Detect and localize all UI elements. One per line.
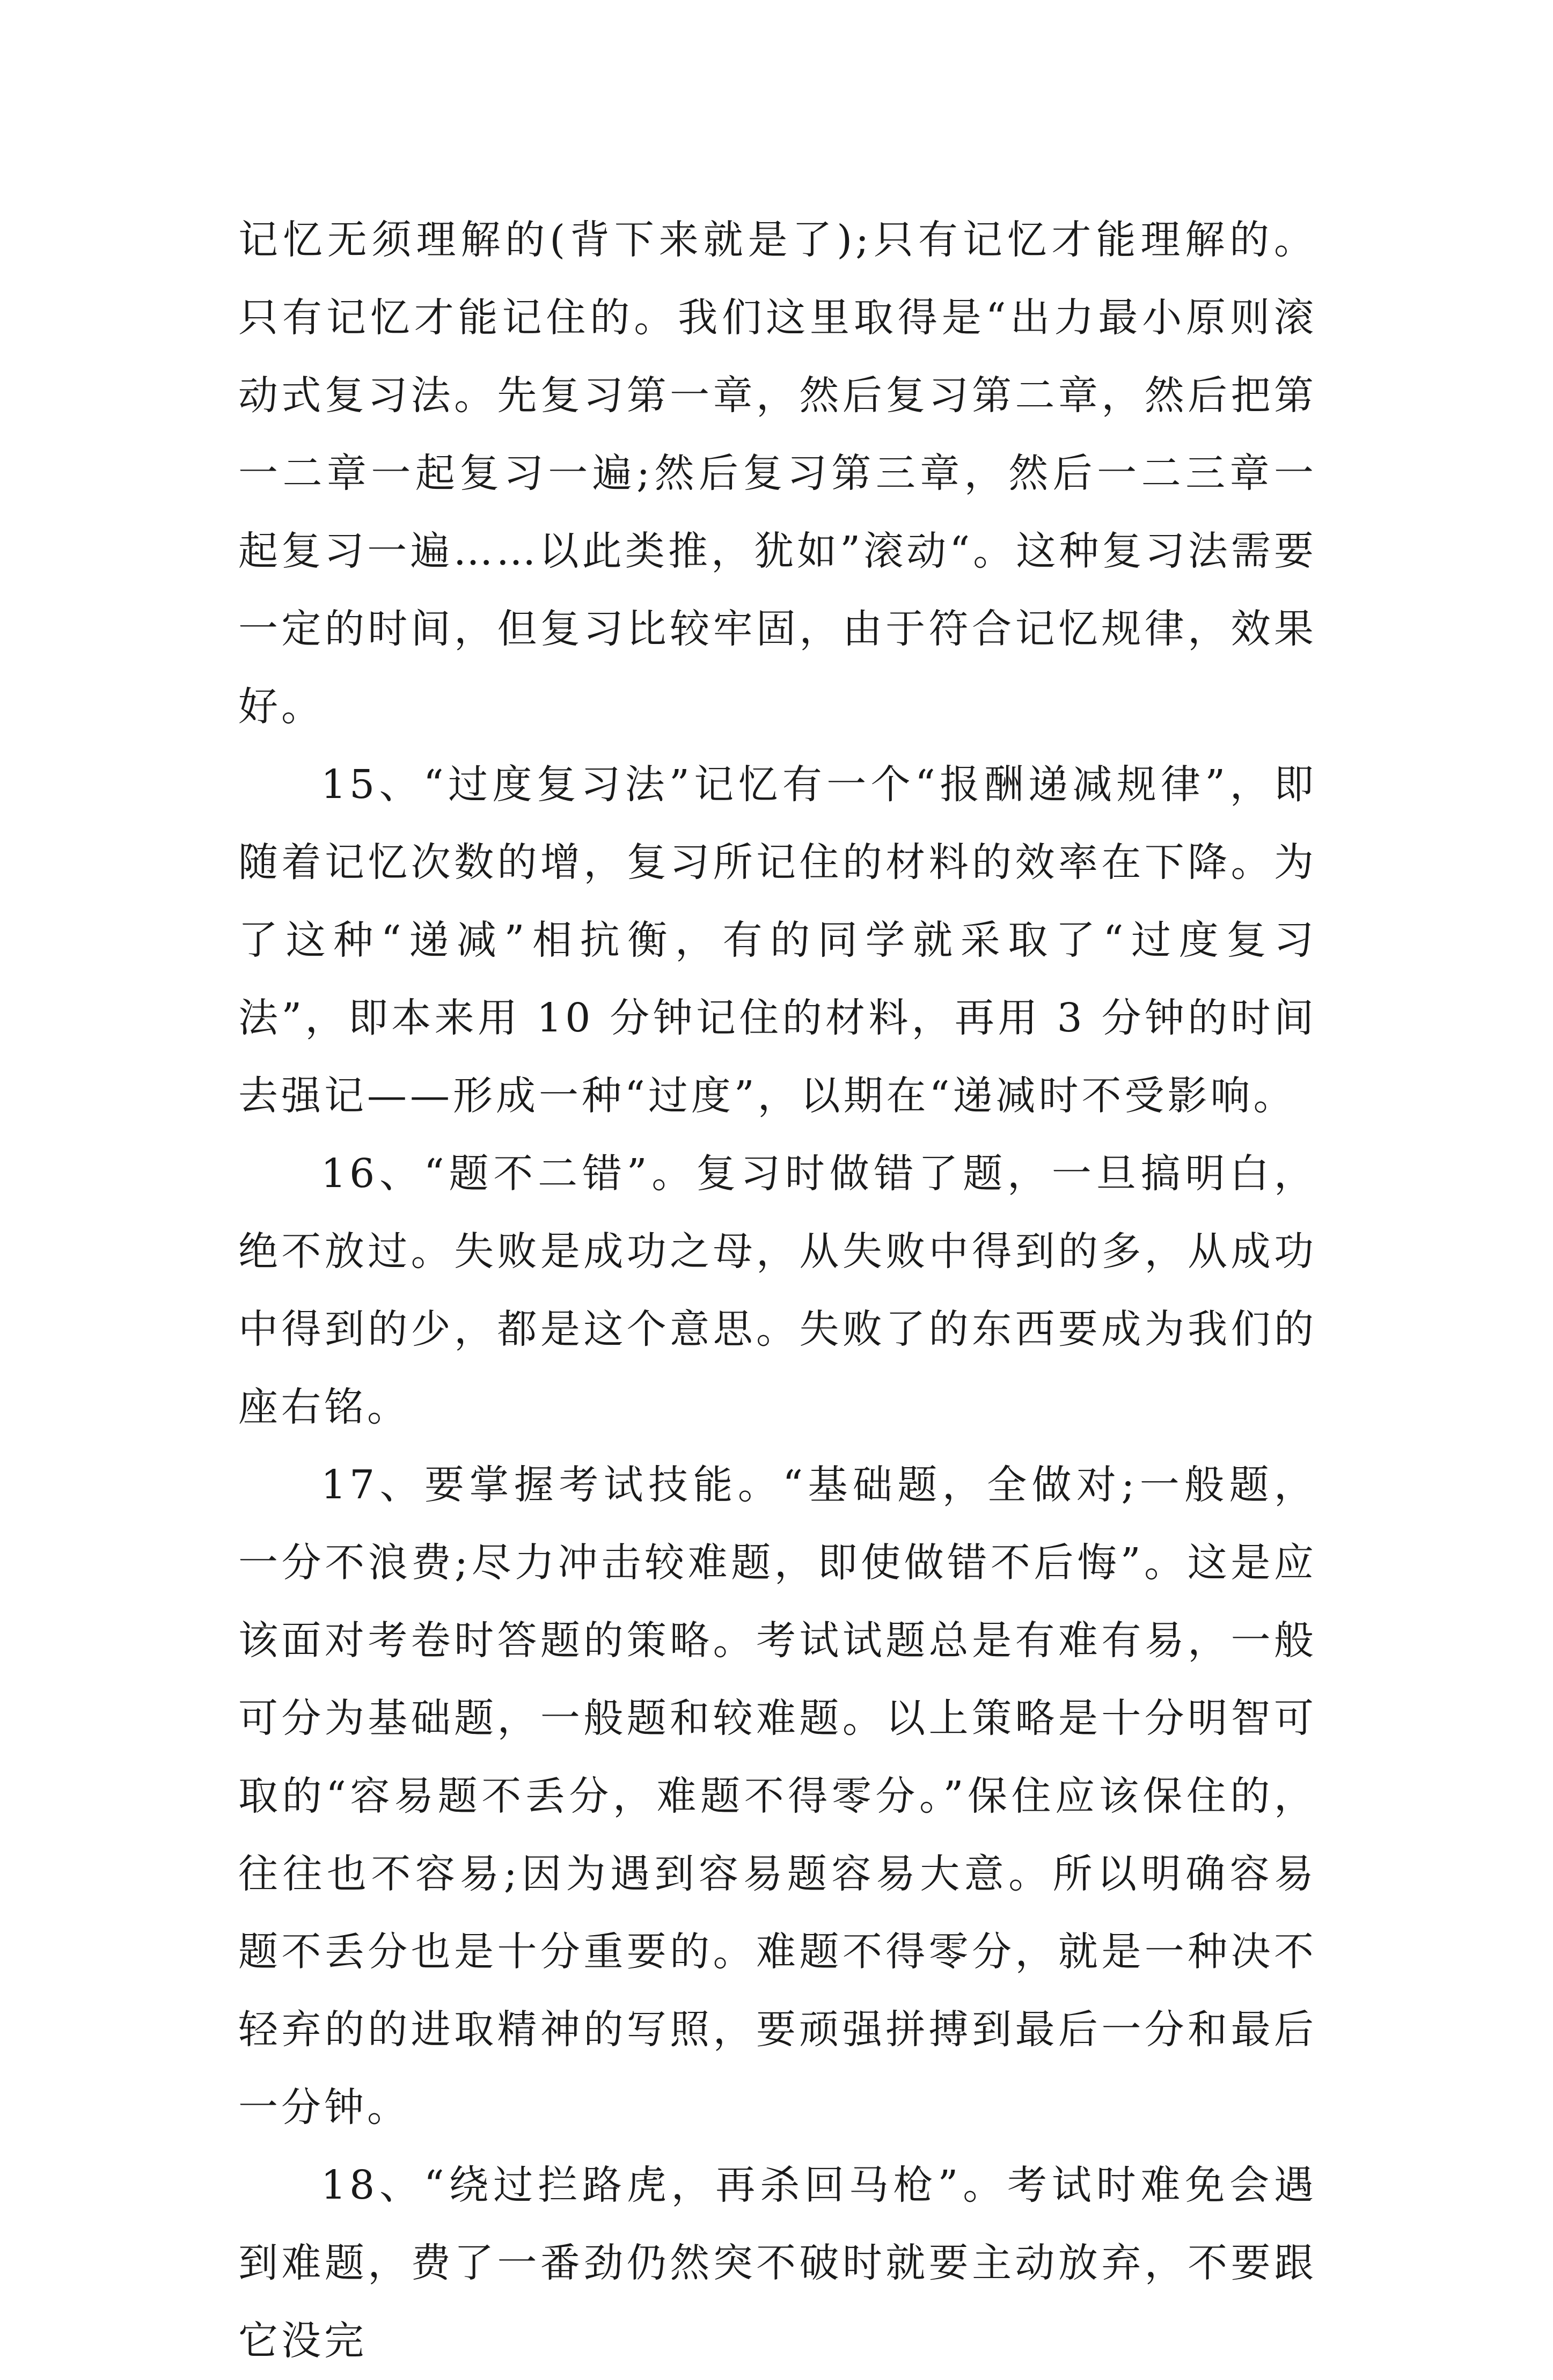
paragraph-item-15: 15、“过度复习法”记忆有一个“报酬递减规律”，即随着记忆次数的增，复习所记住的材料的效率在下降。为了这种“递减”相抗衡，有的同学就采取了“过度复习法”，即本来用 10 分钟记住的材料，再用 3 分钟的时间去强记——形成一种“过度”，以期在“递减时不受影响。 [238, 761, 1317, 1119]
paragraph-continuation: 记忆无须理解的(背下来就是了);只有记忆才能理解的。只有记忆才能记住的。我们这里取得是“出力最小原则滚动式复习法。先复习第一章，然后复习第二章，然后把第一二章一起复习一遍;然后复习第三章，然后一二三章一起复习一遍……以此类推，犹如”滚动“。这种复习法需要一定的时间，但复习比较牢固，由于符合记忆规律，效果好。 [238, 217, 1317, 730]
paragraph-item-17: 17、要掌握考试技能。“基础题，全做对;一般题，一分不浪费;尽力冲击较难题，即使做错不后悔”。这是应该面对考卷时答题的策略。考试试题总是有难有易，一般可分为基础题，一般题和较难题。以上策略是十分明智可取的“容易题不丢分，难题不得零分。”保住应该保住的，往往也不容易;因为遇到容易题容易大意。所以明确容易题不丢分也是十分重要的。难题不得零分，就是一种决不轻弃的的进取精神的写照，要顽强拼搏到最后一分和最后一分钟。 [238, 1462, 1317, 2130]
paragraph-item-16: 16、“题不二错”。复习时做错了题，一旦搞明白，绝不放过。失败是成功之母，从失败中得到的多，从成功中得到的少，都是这个意思。失败了的东西要成为我们的座右铭。 [238, 1151, 1317, 1430]
paragraph-item-18: 18、“绕过拦路虎，再杀回马枪”。考试时难免会遇到难题，费了一番劲仍然突不破时就要主动放弃，不要跟它没完 [238, 2162, 1317, 2364]
document-body [238, 201, 1317, 2380]
